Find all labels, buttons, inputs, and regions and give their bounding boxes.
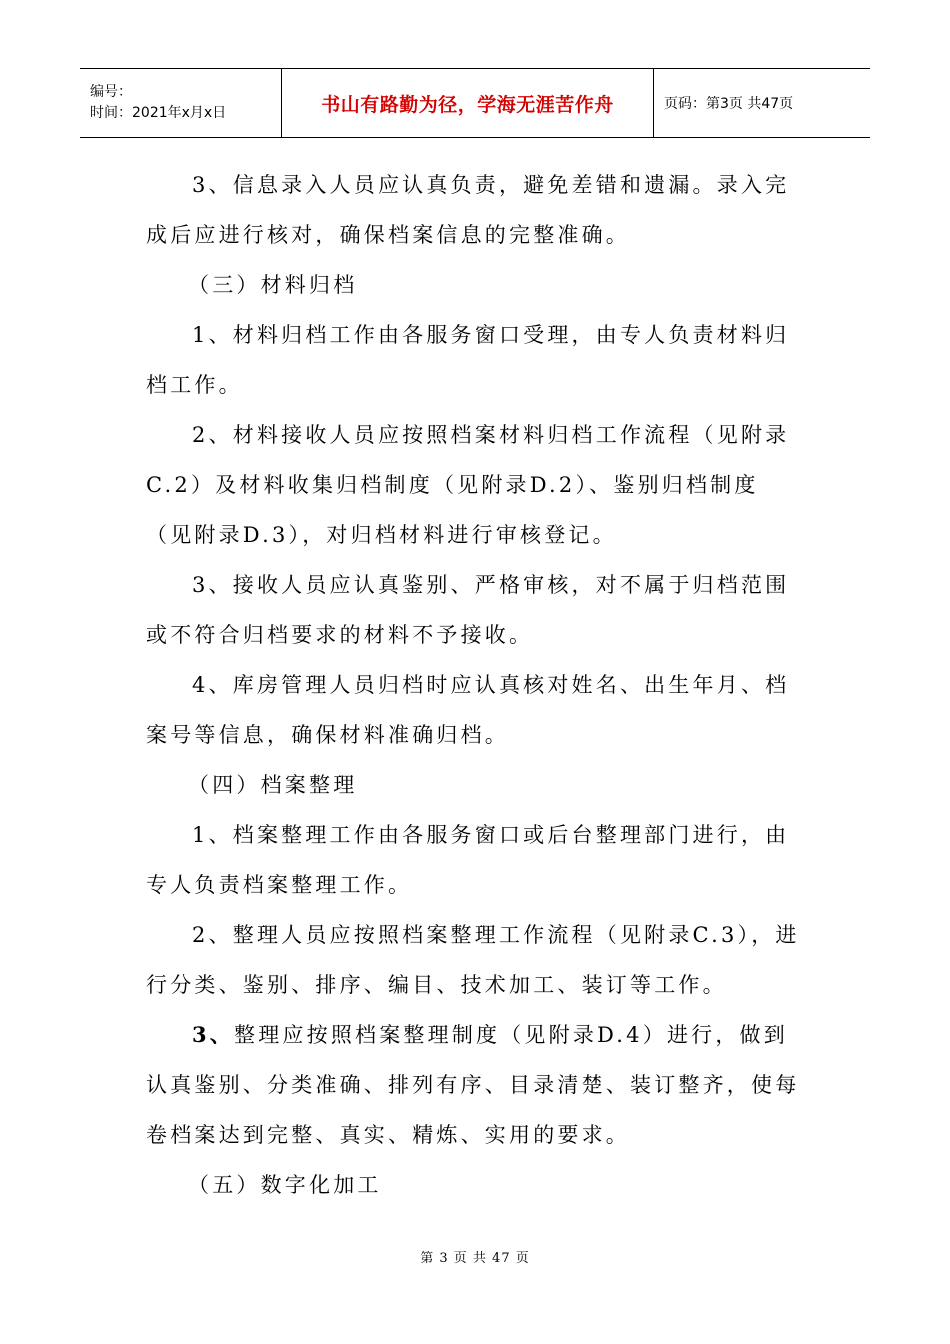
page-footer: 第 3 页 共 47 页 (420, 1251, 530, 1266)
document-date: 时间：2021年x月x日 (90, 105, 227, 121)
header-meta (80, 69, 282, 137)
paragraph: 4、库房管理人员归档时应认真核对姓名、出生年月、档案号等信息，确保材料准确归档。 (146, 673, 790, 747)
header-motto-cell (282, 69, 654, 137)
section-heading-3: （三）材料归档 (188, 273, 358, 297)
document-header (80, 68, 870, 138)
paragraph: 1、档案整理工作由各服务窗口或后台整理部门进行，由专人负责档案整理工作。 (146, 823, 790, 897)
paragraph (146, 1010, 806, 1160)
header-page-info: 页码：第3页 共47页 (664, 96, 794, 112)
header-page-cell (654, 69, 870, 137)
document-body (146, 160, 806, 1210)
paragraph: 2、整理人员应按照档案整理工作流程（见附录C.3），进行分类、鉴别、排序、编目、技术加工、装订等工作。 (146, 923, 800, 997)
motto-text: 书山有路勤为径，学海无涯苦作舟 (321, 93, 614, 116)
document-number-label: 编号： (90, 84, 132, 100)
paragraph: 3、信息录入人员应认真负责，避免差错和遗漏。录入完成后应进行核对，确保档案信息的完整准确。 (146, 173, 790, 247)
section-heading-4: （四）档案整理 (188, 773, 358, 797)
paragraph-text: 整理应按照档案整理制度（见附录D.4）进行，做到认真鉴别、分类准确、排列有序、目录清楚、装订整齐，使每卷档案达到完整、真实、精炼、实用的要求。 (146, 1023, 800, 1147)
paragraph: 1、材料归档工作由各服务窗口受理，由专人负责材料归档工作。 (146, 323, 790, 397)
paragraph-number: 3、 (192, 1022, 235, 1047)
paragraph: 2、材料接收人员应按照档案材料归档工作流程（见附录C.2）及材料收集归档制度（见附录D.2）、鉴别归档制度（见附录D.3），对归档材料进行审核登记。 (146, 423, 790, 547)
paragraph: 3、接收人员应认真鉴别、严格审核，对不属于归档范围或不符合归档要求的材料不予接收。 (146, 573, 790, 647)
section-heading-5: （五）数字化加工 (188, 1173, 382, 1197)
